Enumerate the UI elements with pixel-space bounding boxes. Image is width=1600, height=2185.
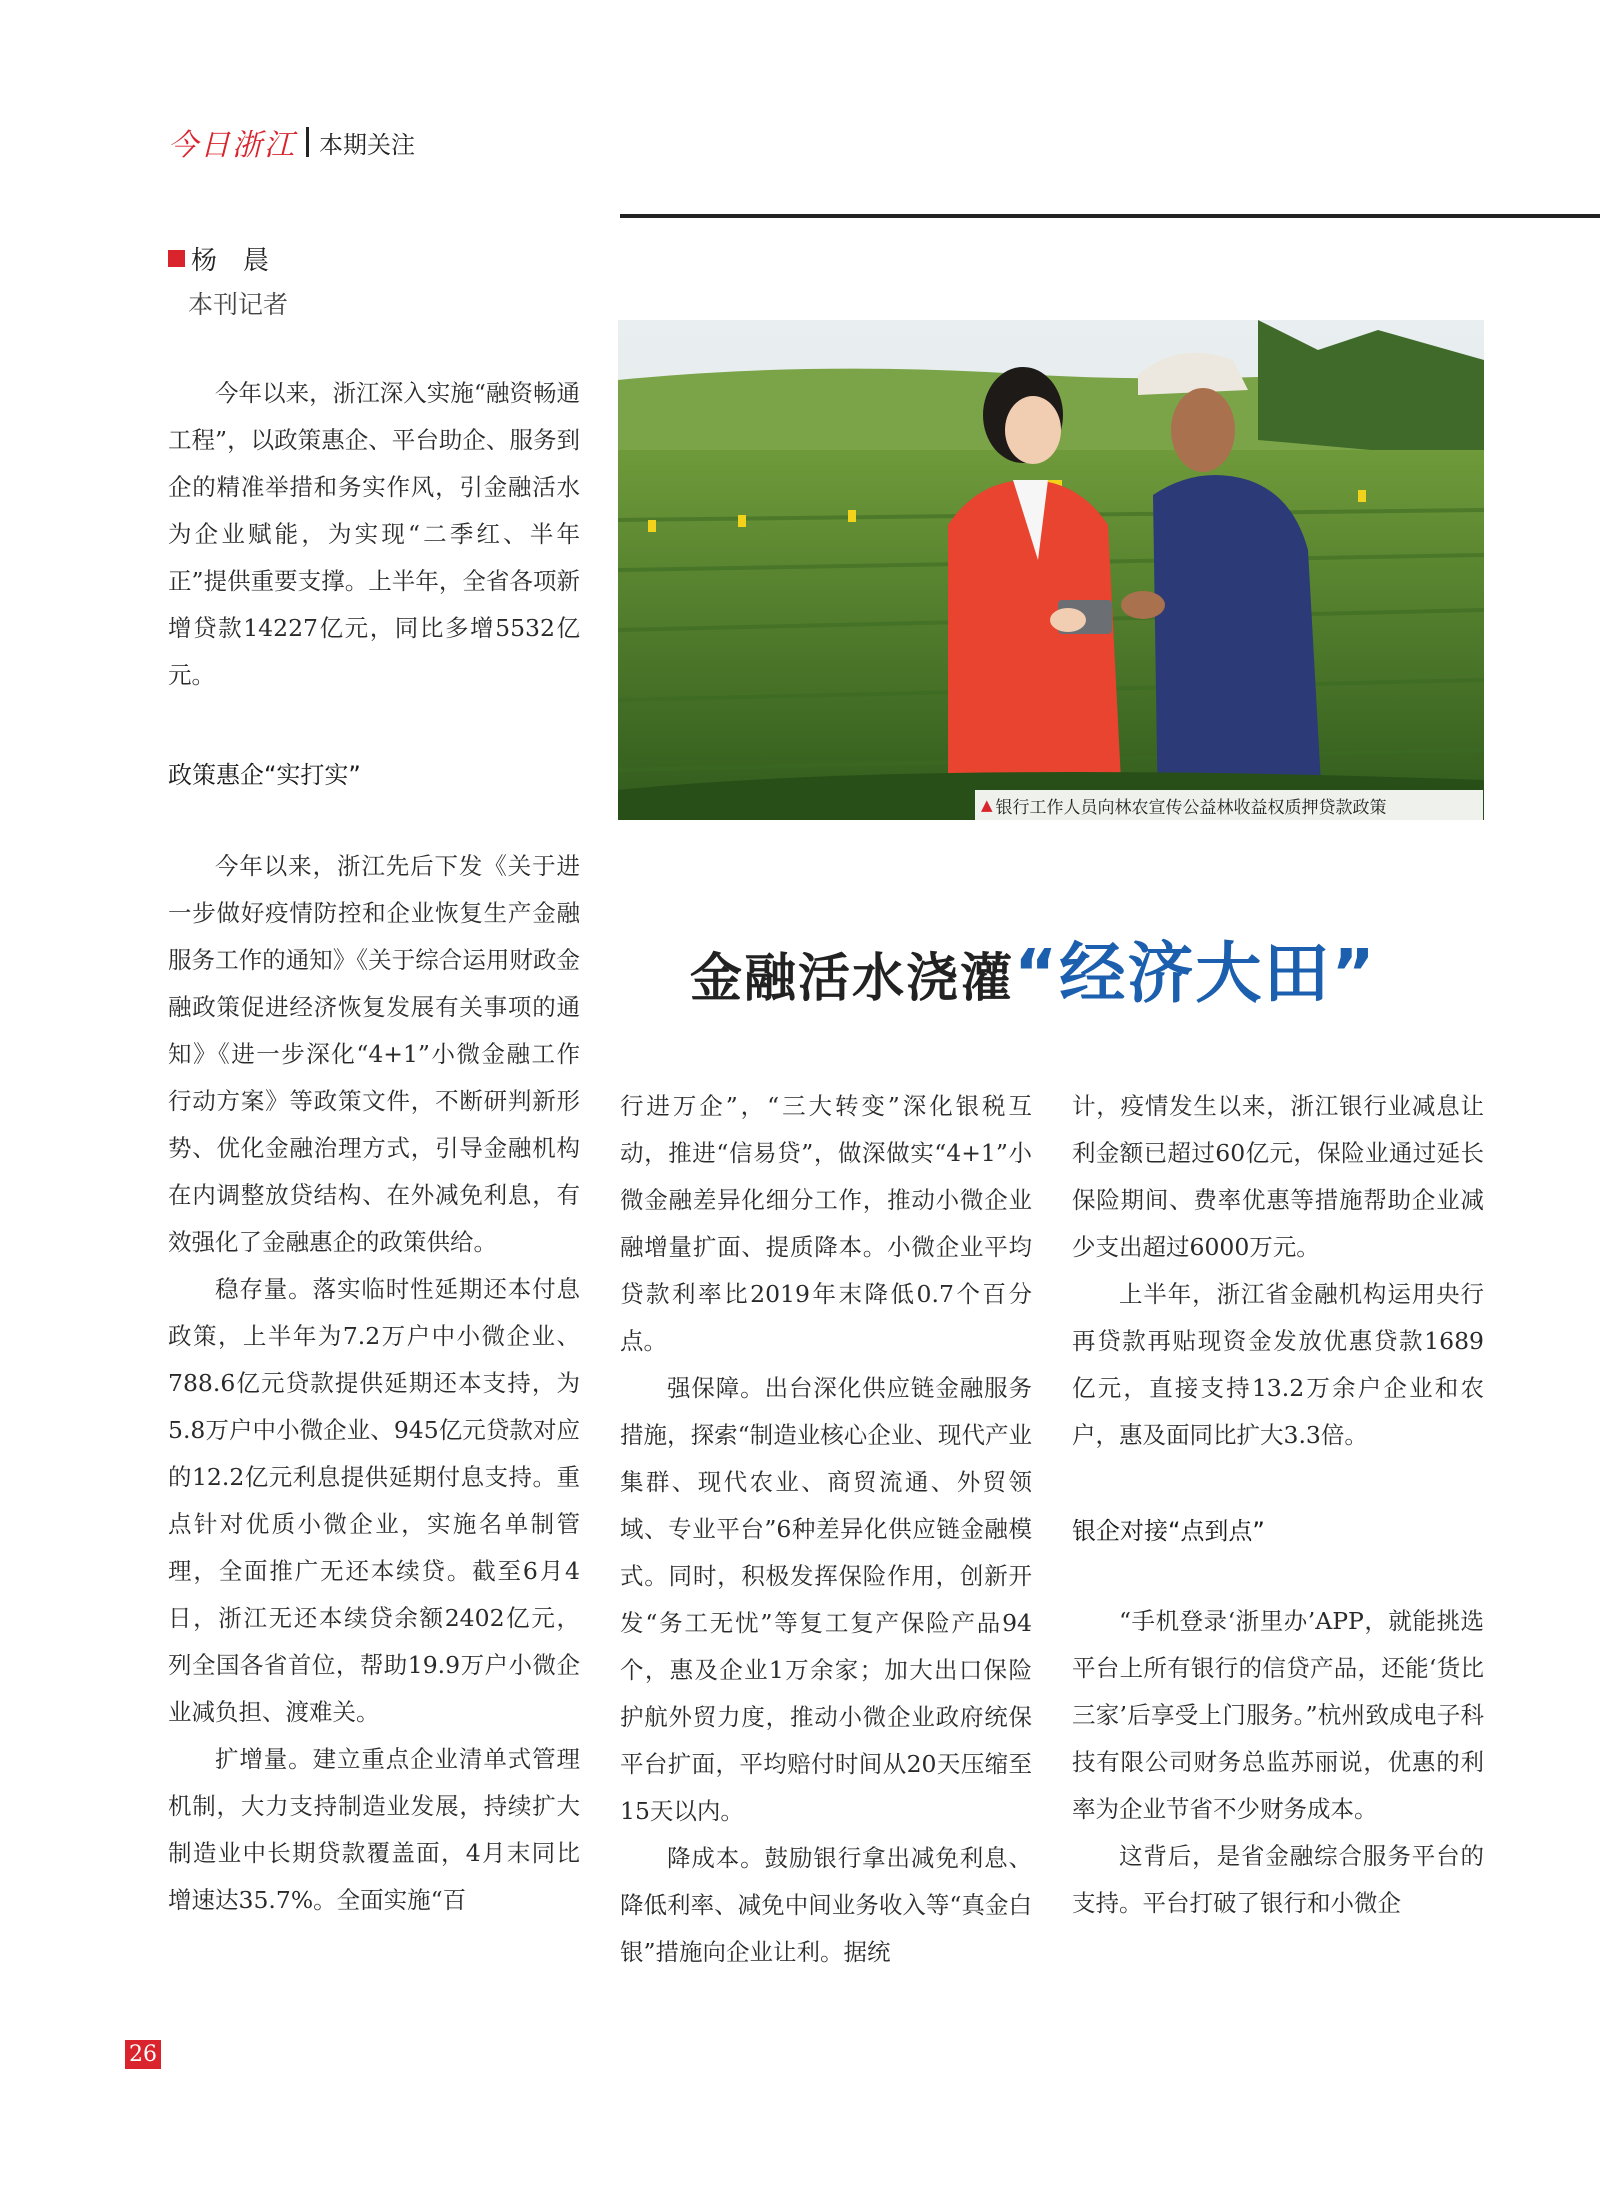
paragraph-continued: 计，疫情发生以来，浙江银行业减息让利金额已超过60亿元，保险业通过延长保险期间、费率优惠等措施帮助企业减少支出超过6000万元。 (1072, 1092, 1484, 1261)
author-byline (168, 240, 269, 277)
paragraph: 稳存量。落实临时性延期还本付息政策，上半年为7.2万户中小微企业、788.6亿元贷款提供延期还本支持，为5.8万户中小微企业、945亿元贷款对应的12.2亿元利息提供延期付息支持。重点针对优质小微企业，实施名单制管理，全面推广无还本续贷。截至6月4日，浙江无还本续贷余额2402亿元，列全国各省首位，帮助19.9万户小微企业减负担、渡难关。 (168, 1275, 580, 1726)
photo-caption (975, 790, 1483, 820)
author-marker (168, 250, 185, 267)
magazine-logo: 今日浙江 (168, 128, 296, 163)
paragraph: 扩增量。建立重点企业清单式管理机制，大力支持制造业发展，持续扩大制造业中长期贷款覆盖面，4月末同比增速达35.7%。全面实施“百 (168, 1745, 580, 1914)
paragraph: 这背后，是省金融综合服务平台的支持。平台打破了银行和小微企 (1072, 1842, 1484, 1917)
article-photo (618, 320, 1484, 820)
paragraph-continued: 行进万企”，“三大转变”深化银税互动，推进“信易贷”，做深做实“4+1”小微金融差异化细分工作，推动小微企业融增量扩面、提质降本。小微企业平均贷款利率比2019年末降低0.7个百分点。 (620, 1092, 1032, 1355)
intro-paragraph-block (168, 370, 580, 699)
header-divider (306, 127, 309, 157)
headline-main: 金融活水浇灌 (690, 948, 1015, 1009)
page-header (168, 122, 415, 162)
article-headline (690, 920, 1377, 1015)
author-name: 杨 晨 (191, 246, 270, 276)
paragraph: “手机登录‘浙里办’APP，就能挑选平台上所有银行的信贷产品，还能‘货比三家’后享受上门服务。”杭州致成电子科技有限公司财务总监苏丽说，优惠的利率为企业节省不少财务成本。 (1072, 1607, 1484, 1823)
section-label: 本期关注 (319, 130, 415, 159)
author-role: 本刊记者 (188, 290, 289, 319)
paragraph: 今年以来，浙江先后下发《关于进一步做好疫情防控和企业恢复生产金融服务工作的通知》《关于综合运用财政金融政策促进经济恢复发展有关事项的通知》《进一步深化“4+1”小微金融工作行动方案》等政策文件，不断研判新形势、优化金融治理方式，引导金融机构在内调整放贷结构、在外减免利息，有效强化了金融惠企的政策供给。 (168, 852, 580, 1256)
paragraph: 降成本。鼓励银行拿出减免利息、降低利率、减免中间业务收入等“真金白银”措施向企业让利。据统 (620, 1844, 1032, 1966)
column-2-text (620, 1083, 1032, 1976)
page-number: 26 (125, 2040, 161, 2069)
column-3-text-lower (1072, 1598, 1484, 1927)
section1-heading-block (168, 752, 361, 799)
top-rule (620, 214, 1600, 218)
intro-paragraph: 今年以来，浙江深入实施“融资畅通工程”，以政策惠企、平台助企、服务到企的精准举措和务实作风，引金融活水为企业赋能，为实现“二季红、半年正”提供重要支撑。上半年，全省各项新增贷款14227亿元，同比多增5532亿元。 (168, 379, 580, 689)
paragraph: 强保障。出台深化供应链金融服务措施，探索“制造业核心企业、现代产业集群、现代农业、商贸流通、外贸领域、专业平台”6种差异化供应链金融模式。同时，积极发挥保险作用，创新开发“务工无忧”等复工复产保险产品94个，惠及企业1万余家；加大出口保险护航外贸力度，推动小微企业政府统保平台扩面，平均赔付时间从20天压缩至15天以内。 (620, 1374, 1032, 1825)
headline-accent: “经济大田” (1014, 935, 1377, 1012)
paragraph: 上半年，浙江省金融机构运用央行再贷款再贴现资金发放优惠贷款1689亿元，直接支持13.2万余户企业和农户，惠及面同比扩大3.3倍。 (1072, 1280, 1484, 1449)
section-heading: 政策惠企“实打实” (168, 761, 361, 789)
section2-heading-block (1072, 1508, 1265, 1555)
section-heading: 银企对接“点到点” (1072, 1517, 1265, 1545)
triangle-marker-icon: ▲ (981, 796, 993, 814)
caption-text: 银行工作人员向林农宣传公益林收益权质押贷款政策 (995, 797, 1387, 818)
column-3-text (1072, 1083, 1484, 1459)
column-1-text (168, 843, 580, 1924)
